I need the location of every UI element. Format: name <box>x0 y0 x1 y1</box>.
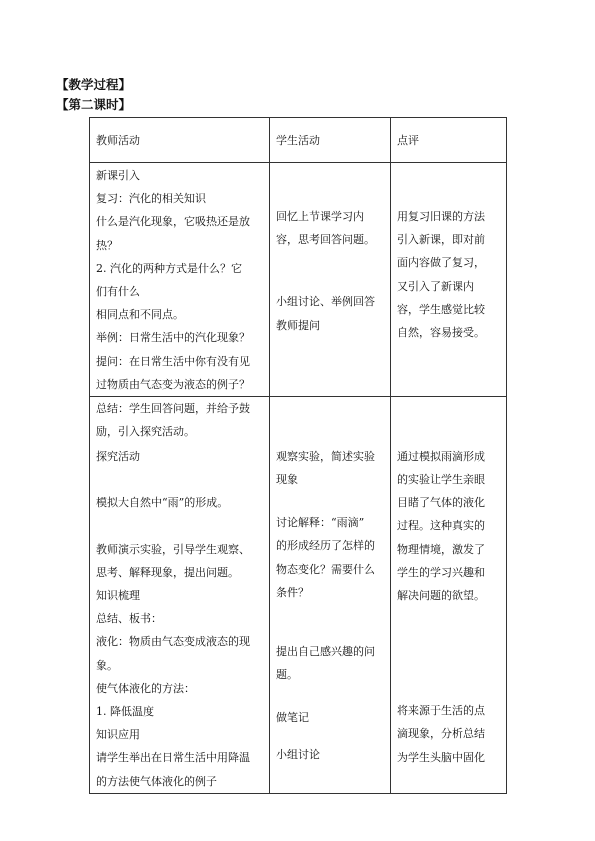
row1-comment-cell <box>391 163 507 397</box>
row2-teacher-line: 使气体液化的方法： <box>96 681 195 695</box>
row2-comment-line: 学生的学习兴趣和 <box>397 565 485 579</box>
row1-comment-line: 用复习旧课的方法 <box>397 210 485 223</box>
table-header-row <box>90 118 507 163</box>
row1-comment-line: 自然，容易接受。 <box>397 325 485 339</box>
row2-teacher-line: 象。 <box>96 658 118 672</box>
row2-teacher-line: 模拟大自然中“雨”的形成。 <box>96 496 229 510</box>
row2-teacher-line: 的方法使气体液化的例子 <box>96 774 217 788</box>
row1-teacher-cell <box>90 163 270 397</box>
row2-student-line: 条件？ <box>276 585 309 599</box>
row2-teacher-line: 教师演示实验，引导学生观察、 <box>96 542 250 556</box>
row2-student-line: 物态变化？需要什么 <box>276 562 375 576</box>
row2-comment-cell <box>391 396 507 793</box>
row2-student-line: 题。 <box>276 668 298 682</box>
row2-teacher-cell <box>90 396 270 793</box>
row1-teacher-line: 举例：日常生活中的汽化现象？ <box>96 331 250 345</box>
row1-student-line: 回忆上节课学习内 <box>276 210 364 223</box>
row2-comment-line: 过程。这种真实的 <box>397 519 485 533</box>
row1-teacher-line: 复习：汽化的相关知识 <box>96 192 206 206</box>
row2-student-line: 小组讨论 <box>276 747 320 761</box>
row1-comment-line: 引入新课，即对前 <box>397 233 485 247</box>
row2-comment-line: 为学生头脑中固化 <box>397 750 485 764</box>
lesson-table <box>89 117 507 794</box>
row2-teacher-line: 液化：物质由气态变成液态的现 <box>96 635 250 649</box>
header-comment: 点评 <box>391 118 507 163</box>
section-heading-second-lesson: 【第二课时】 <box>56 97 132 112</box>
row1-teacher-line: 提问：在日常生活中你有没有见 <box>96 354 250 368</box>
header-teacher-activity: 教师活动 <box>90 118 270 163</box>
row2-teacher-line: 知识梳理 <box>96 589 140 602</box>
row2-comment-line: 通过模拟雨滴形成 <box>397 449 485 463</box>
row2-comment-line: 解决问题的欲望。 <box>397 589 485 602</box>
row2-comment-line: 目睹了气体的液化 <box>397 496 485 510</box>
row1-teacher-line: 2. 汽化的两种方式是什么？它 <box>96 261 242 275</box>
row2-student-line: 提出自己感兴趣的问 <box>276 645 375 658</box>
row1-teacher-line: 什么是汽化现象，它吸热还是放 <box>96 215 250 229</box>
table-row <box>90 396 507 793</box>
row2-teacher-line: 请学生举出在日常生活中用降温 <box>96 751 250 765</box>
row2-student-cell <box>270 396 391 793</box>
row1-teacher-line: 相同点和不同点。 <box>96 308 184 322</box>
row2-comment-line: 滴现象，分析总结 <box>397 727 485 741</box>
row1-student-line: 小组讨论、举例回答 <box>276 295 375 309</box>
row2-teacher-line: 1. 降低温度 <box>96 704 154 718</box>
header-student-activity: 学生活动 <box>270 118 391 163</box>
row2-teacher-line: 知识应用 <box>96 728 140 742</box>
row1-teacher-line: 过物质由气态变为液态的例子？ <box>96 377 250 391</box>
table-row <box>90 163 507 397</box>
row2-comment-line: 的实验让学生亲眼 <box>397 473 485 487</box>
row2-teacher-line: 思考、解释现象，提出问题。 <box>96 565 239 579</box>
row2-teacher-line: 励，引入探究活动。 <box>96 425 195 439</box>
row2-student-line: 现象 <box>276 473 298 487</box>
row2-teacher-line: 探究活动 <box>96 450 140 464</box>
row1-comment-line: 面内容做了复习， <box>397 256 485 270</box>
row2-student-line: 做笔记 <box>276 711 309 725</box>
row1-comment-line: 又引入了新课内 <box>397 279 474 293</box>
row1-student-line: 容，思考回答问题。 <box>276 233 375 247</box>
row1-teacher-line: 新课引入 <box>96 169 140 182</box>
row2-teacher-line: 总结、板书： <box>96 612 162 626</box>
row2-student-line: 观察实验，简述实验 <box>276 449 375 463</box>
row1-teacher-line: 们有什么 <box>96 284 140 298</box>
row1-student-cell <box>270 163 391 397</box>
row1-student-line: 教师提问 <box>276 318 320 332</box>
row1-teacher-line: 热？ <box>96 238 118 252</box>
section-heading-teaching-process: 【教学过程】 <box>56 77 132 92</box>
row2-comment-line: 物理情境，激发了 <box>397 542 485 556</box>
row2-teacher-line: 总结：学生回答问题，并给予鼓 <box>96 401 250 415</box>
row2-student-line: 的形成经历了怎样的 <box>276 539 375 553</box>
row1-comment-line: 容，学生感觉比较 <box>397 302 485 316</box>
row2-comment-line: 将来源于生活的点 <box>397 704 485 718</box>
row2-student-line: 讨论解释：“雨滴” <box>276 516 365 530</box>
